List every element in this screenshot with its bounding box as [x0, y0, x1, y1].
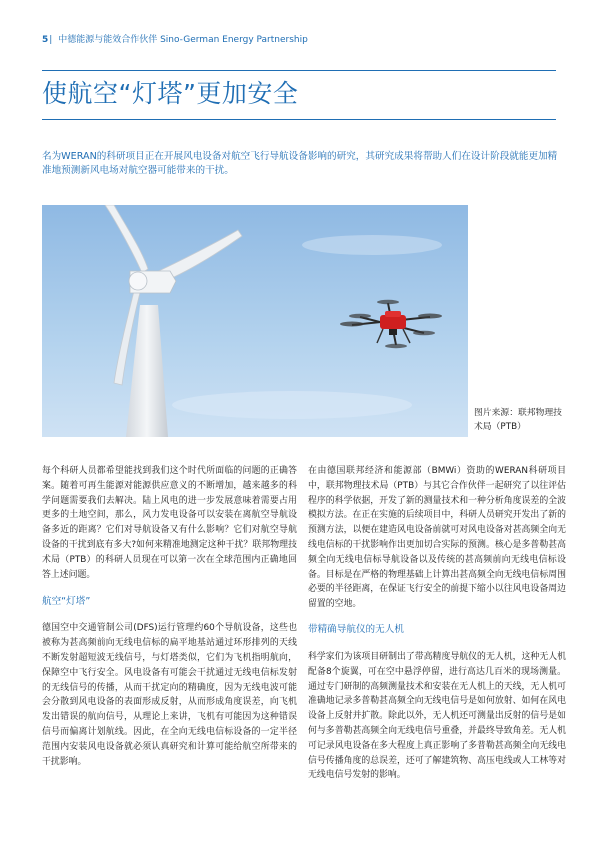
page-header: [42, 33, 308, 47]
wind-turbine-drone-photo: [42, 205, 468, 437]
section-heading-beacon: 航空“灯塔”: [42, 596, 91, 608]
left-paragraph-1: 每个科研人员都希望能找到我们这个时代所面临的问题的正确答案。随着可再生能源对能源供应意义的不断增加，越来越多的科学问题需要我们去解决。陆上风电的进一步发展意味着需要占用更多的土地空间，那么，风力发电设备可以安装在离航空导航设备多近的距离？它们对导航设备又有什么影响？它们对航空导航设备的干扰到底有多大?如何来精准地测定这种干扰？联邦物理技术局（PTB）的科研人员现在可以第一次在全球范围内正确地回答上述问题。: [42, 466, 297, 580]
photo-caption: 图片来源：联邦物理技术局（PTB）: [474, 408, 562, 432]
page-number: 5: [42, 35, 49, 45]
intro-paragraph: 名为WERAN的科研项目正在开展风电设备对航空飞行导航设备影响的研究，其研究成果将帮助人们在设计阶段就能更加精准地预测新风电场对航空器可能带来的干扰。: [42, 151, 558, 176]
header-org-en: Sino-German Energy Partnership: [160, 35, 308, 45]
page-title: 使航空“灯塔”更加安全: [42, 79, 299, 108]
left-paragraph-2: 德国空中交通管制公司(DFS)运行管理约60个导航设备，这些也被称为甚高频前向无线电信标的扁平地基站通过环形排列的天线不断发射超短波无线信号，与灯塔类似，它们为飞机指明航向，保障空中飞行安全。风电设备有可能会干扰通过无线电信标发射的无线信号的传播，从而干扰定向的精确度，因为无线电波可能会分散到风电设备的表面形成反射，从而形成角度误差，向飞机发出错误的航向信号，从理论上来讲，飞机有可能因为这种错误信号而偏离计划航线。因此，在全向无线电信标设备的一定半径范围内安装风电设备就必须认真研究和计算可能给航空所带来的干扰影响。: [42, 623, 297, 767]
right-paragraph-2: 科学家们为该项目研制出了带高精度导航仪的无人机，这种无人机配备8个旋翼，可在空中悬浮停留，进行高达几百米的现场测量。通过专门研制的高频测量技术和安装在无人机上的天线，无人机可准确地记录多普勒甚高频全向无线电信号是如何放射、如何在风电设备上反射并扩散。除此以外，无人机还可测量出反射的信号是如何与多普勒甚高频全向无线电信号重叠，并最终导致角差。无人机可记录风电设备在多大程度上真正影响了多普勒甚高频全向无线电信号传播角度的总误差，还可了解建筑物、高压电线或人工林等对无线电信号发射的影响。: [308, 651, 566, 781]
left-column: [42, 464, 297, 769]
title-rule-bottom: [42, 119, 556, 120]
right-column: [308, 464, 566, 783]
turbine-hub: [129, 272, 147, 290]
right-paragraph-1: 在由德国联邦经济和能源部（BMWi）资助的WERAN科研项目中，联邦物理技术局（PTB）与其它合作伙伴一起研究了以往评估程序的科学依据，开发了新的测量技术和一种分析角度误差的全波模拟方法。在正在实施的后续项目中，科研人员研究开发出了新的预测方法，以便在建造风电设备前就可对风电设备对甚高频全向无线电信标的干扰影响作出更加切合实际的预测。核心是多普勒甚高频全向无线电信标导航设备以及传统的甚高频前向无线电信标设备。目标是在严格的物理基础上计算出甚高频全向无线电信标周围必要的半径距离，在保证飞行安全的前提下缩小以往风电设备周边留置的空地。: [308, 466, 566, 610]
header-separator: |: [49, 35, 53, 45]
header-org-cn: 中德能源与能效合作伙伴: [58, 35, 158, 45]
section-heading-drone: 带精确导航仪的无人机: [308, 623, 404, 635]
title-rule-top: [42, 70, 556, 71]
